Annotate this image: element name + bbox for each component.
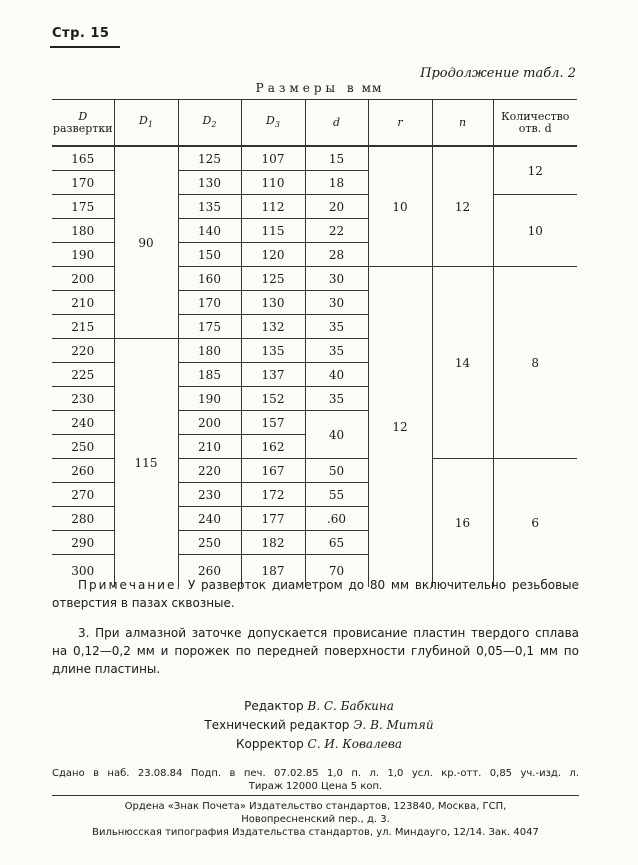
cell-d: 230: [52, 387, 114, 411]
cell-d-hole: 18: [305, 171, 368, 195]
cell-d2: 130: [178, 171, 241, 195]
cell-d2: 250: [178, 531, 241, 555]
cell-d2: 135: [178, 195, 241, 219]
cell-d-hole: 40: [305, 411, 368, 459]
cell-d-hole: 15: [305, 146, 368, 171]
cell-d2: 140: [178, 219, 241, 243]
imprint-line-1: Сдано в наб. 23.08.84 Подп. в печ. 07.02.85 1,0 п. л. 1,0 усл. кр.-отт. 0,85 уч.-изд. л.: [52, 768, 579, 779]
col-header-d: d: [305, 100, 368, 147]
cell-n: 12: [432, 146, 493, 267]
note-label: Примечание.: [78, 578, 183, 592]
cell-d3: 115: [241, 219, 305, 243]
cell-d3: 135: [241, 339, 305, 363]
cell-d: 270: [52, 483, 114, 507]
cell-holes: 8: [493, 267, 577, 459]
table-continuation-caption: Продолжение табл. 2: [420, 66, 576, 81]
imprint-line-2: Тираж 12000 Цена 5 коп.: [248, 781, 383, 792]
col-header-d3: $D_3$: [241, 100, 305, 147]
dimensions-table: [52, 99, 577, 587]
cell-d: 200: [52, 267, 114, 291]
cell-d: 300: [52, 555, 114, 588]
cell-d-hole: 70: [305, 555, 368, 588]
cell-d2: 180: [178, 339, 241, 363]
tech-editor-name: Э. В. Митяй: [353, 718, 434, 732]
table-row: [52, 146, 577, 171]
notes-section: [52, 576, 579, 678]
cell-d2: 185: [178, 363, 241, 387]
cell-d-hole: 28: [305, 243, 368, 267]
cell-d3: 110: [241, 171, 305, 195]
corrector-line: [0, 735, 638, 754]
col-header-r: r: [368, 100, 432, 147]
cell-n: 14: [432, 267, 493, 459]
cell-d2: 210: [178, 435, 241, 459]
cell-holes: 12: [493, 146, 577, 195]
cell-d: 280: [52, 507, 114, 531]
cell-r: 12: [368, 267, 432, 588]
cell-d: 260: [52, 459, 114, 483]
cell-d2: 125: [178, 146, 241, 171]
page-number-underline: [50, 46, 120, 48]
cell-d3: 187: [241, 555, 305, 588]
imprint-block: [52, 767, 579, 793]
cell-d2: 190: [178, 387, 241, 411]
cell-d2: 200: [178, 411, 241, 435]
cell-d2: 150: [178, 243, 241, 267]
publisher-line-1: Ордена «Знак Почета» Издательство стандартов, 123840, Москва, ГСП,: [124, 801, 507, 812]
cell-d: 250: [52, 435, 114, 459]
editor-name: В. С. Бабкина: [307, 699, 394, 713]
cell-d-hole: 35: [305, 315, 368, 339]
cell-d-hole: 20: [305, 195, 368, 219]
col-header-d-reamer: D развертки: [52, 100, 114, 147]
cell-d: 290: [52, 531, 114, 555]
note-text: У разверток диаметром до 80 мм включительно резьбовые отверстия в пазах сквозные.: [52, 578, 579, 610]
cell-d2: 240: [178, 507, 241, 531]
cell-d: 220: [52, 339, 114, 363]
cell-d3: 130: [241, 291, 305, 315]
cell-d3: 182: [241, 531, 305, 555]
cell-d3: 120: [241, 243, 305, 267]
cell-n: 16: [432, 459, 493, 588]
cell-d2: 260: [178, 555, 241, 588]
cell-d: 175: [52, 195, 114, 219]
cell-d: 210: [52, 291, 114, 315]
cell-d: 170: [52, 171, 114, 195]
cell-d-hole: 35: [305, 339, 368, 363]
cell-holes: 10: [493, 195, 577, 267]
cell-d3: 137: [241, 363, 305, 387]
cell-d3: 107: [241, 146, 305, 171]
cell-d-hole: 65: [305, 531, 368, 555]
cell-d3: 132: [241, 315, 305, 339]
units-caption: [0, 81, 638, 95]
cell-d: 190: [52, 243, 114, 267]
imprint-divider: [52, 795, 579, 796]
cell-d3: 112: [241, 195, 305, 219]
col-header-n: n: [432, 100, 493, 147]
corrector-name: С. И. Ковалева: [307, 737, 402, 751]
cell-d3: 177: [241, 507, 305, 531]
cell-holes: 6: [493, 459, 577, 588]
cell-d3: 152: [241, 387, 305, 411]
cell-d3: 167: [241, 459, 305, 483]
cell-d-hole: 35: [305, 387, 368, 411]
editor-label: Редактор: [244, 699, 304, 713]
cell-d-hole: 30: [305, 291, 368, 315]
cell-d2: 220: [178, 459, 241, 483]
cell-d2: 175: [178, 315, 241, 339]
publisher-block: [52, 800, 579, 839]
cell-d-hole: 22: [305, 219, 368, 243]
tech-editor-line: [0, 716, 638, 735]
units-unit: мм: [361, 81, 383, 95]
cell-d-hole: 40: [305, 363, 368, 387]
credits-block: [0, 697, 638, 754]
cell-d-hole: 30: [305, 267, 368, 291]
cell-d: 215: [52, 315, 114, 339]
publisher-line-2: Новопресненский пер., д. 3.: [241, 814, 390, 825]
units-label: Размеры в: [255, 81, 358, 95]
cell-d2: 230: [178, 483, 241, 507]
cell-d1: 90: [114, 146, 178, 339]
cell-d3: 125: [241, 267, 305, 291]
cell-d-hole: 50: [305, 459, 368, 483]
cell-d1: 115: [114, 339, 178, 588]
item-3-paragraph: 3. При алмазной заточке допускается провисание пластин твердого сплава на 0,12—0,2 мм и порожек по передней поверхности глубиной 0,05—0,1 мм по длине пластины.: [52, 626, 579, 676]
cell-d: 225: [52, 363, 114, 387]
cell-d-hole: 55: [305, 483, 368, 507]
cell-d2: 170: [178, 291, 241, 315]
cell-d3: 172: [241, 483, 305, 507]
cell-d: 240: [52, 411, 114, 435]
cell-d3: 162: [241, 435, 305, 459]
editor-line: [0, 697, 638, 716]
col-header-holes: Количество отв. d: [493, 100, 577, 147]
cell-d3: 157: [241, 411, 305, 435]
cell-r: 10: [368, 146, 432, 267]
corrector-label: Корректор: [236, 737, 304, 751]
note-paragraph: [52, 576, 579, 612]
printer-line: Вильнюсская типография Издательства стандартов, ул. Миндауго, 12/14. Зак. 4047: [92, 827, 539, 838]
col-header-d2: $D_2$: [178, 100, 241, 147]
cell-d: 165: [52, 146, 114, 171]
tech-editor-label: Технический редактор: [204, 718, 350, 732]
cell-d-hole: .60: [305, 507, 368, 531]
cell-d2: 160: [178, 267, 241, 291]
table-header-row: [52, 100, 577, 147]
col-header-d1: $D_1$: [114, 100, 178, 147]
cell-d: 180: [52, 219, 114, 243]
page-number: Стр. 15: [52, 26, 110, 41]
